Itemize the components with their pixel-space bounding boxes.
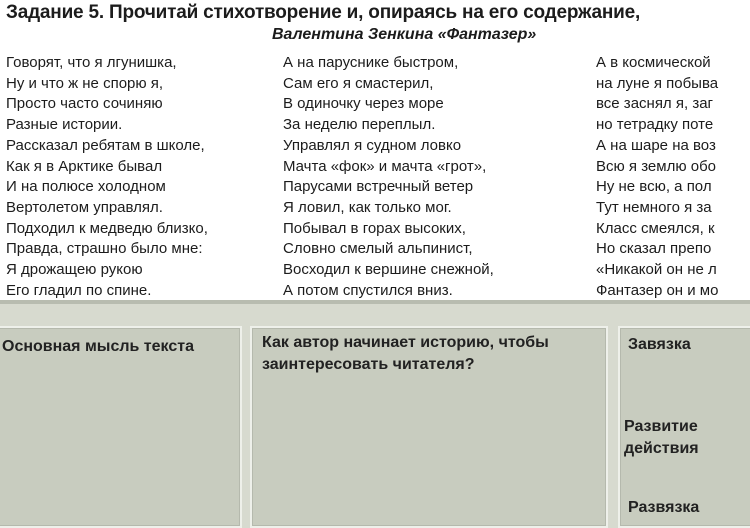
poem-line: Управлял я судном ловко [283, 136, 462, 154]
poem-title: Валентина Зенкина «Фантазер» [272, 26, 537, 43]
poem-line: Парусами встречный ветер [283, 178, 474, 196]
poem-line: Разные истории. [6, 116, 123, 134]
worksheet-table [0, 300, 750, 528]
poem-line: Как я в Арктике бывал [6, 157, 163, 175]
task-heading: Задание 5. Прочитай стихотворение и, опираясь на его содержание, [6, 2, 641, 23]
poem-line: А на шаре на воз [596, 136, 716, 154]
poem-line: Мачта «фок» и мачта «грот», [283, 157, 487, 175]
poem-line: За неделю переплыл. [283, 116, 436, 134]
poem-column-1 [6, 53, 208, 300]
poem-line: Сам его я смастерил, [283, 74, 434, 92]
main-idea-label: Основная мысль текста [2, 338, 194, 355]
poem-line: А в космической [596, 54, 711, 71]
poem-line: Просто часто сочиняю [6, 95, 163, 113]
poem-line: Словно смелый альпинист, [283, 240, 473, 258]
poem-line: Вертолетом управлял. [6, 198, 163, 216]
poem-line: но тетрадку поте [596, 116, 714, 134]
poem-line: «Никакой он не л [596, 261, 717, 279]
development-label: Развитие действия [624, 418, 699, 457]
poem-line: Его гладил по спине. [6, 281, 152, 299]
poem-line: Всю я землю обо [596, 157, 717, 175]
poem-line: Фантазер он и мо [596, 281, 719, 299]
poem-line: Ну и что ж не спорю я, [6, 74, 164, 92]
poem-line: Правда, страшно было мне: [6, 240, 203, 258]
poem-column-2 [283, 53, 494, 300]
poem-line: все заснял я, заг [596, 95, 714, 113]
poem-column-3 [596, 53, 718, 300]
poem-line: И на полюсе холодном [6, 178, 166, 196]
poem-line: А на паруснике быстром, [283, 54, 459, 71]
poem-line: Я ловил, как только мог. [283, 198, 452, 216]
poem-line: Я дрожащею рукою [6, 261, 143, 279]
exposition-label: Завязка [628, 336, 691, 353]
poem-line: Класс смеялся, к [596, 219, 715, 237]
poem-line: Рассказал ребятам в школе, [6, 136, 205, 154]
poem-line: В одиночку через море [283, 95, 444, 113]
poem-line: Подходил к медведю близко, [6, 219, 208, 237]
resolution-label: Развязка [628, 499, 700, 516]
story-start-question: Как автор начинает историю, чтобы заинтересовать читателя? [262, 334, 549, 373]
poem-line: на луне я побыва [596, 74, 719, 92]
poem-line: Говорят, что я лгунишка, [6, 54, 177, 71]
poem-line: Но сказал препо [596, 240, 712, 258]
poem-line: Восходил к вершине снежной, [283, 261, 494, 279]
poem-line: Тут немного я за [596, 198, 712, 216]
poem-line: Побывал в горах высоких, [283, 219, 466, 237]
poem-line: А потом спустился вниз. [283, 281, 453, 299]
poem-line: Ну не всю, а пол [596, 178, 712, 196]
